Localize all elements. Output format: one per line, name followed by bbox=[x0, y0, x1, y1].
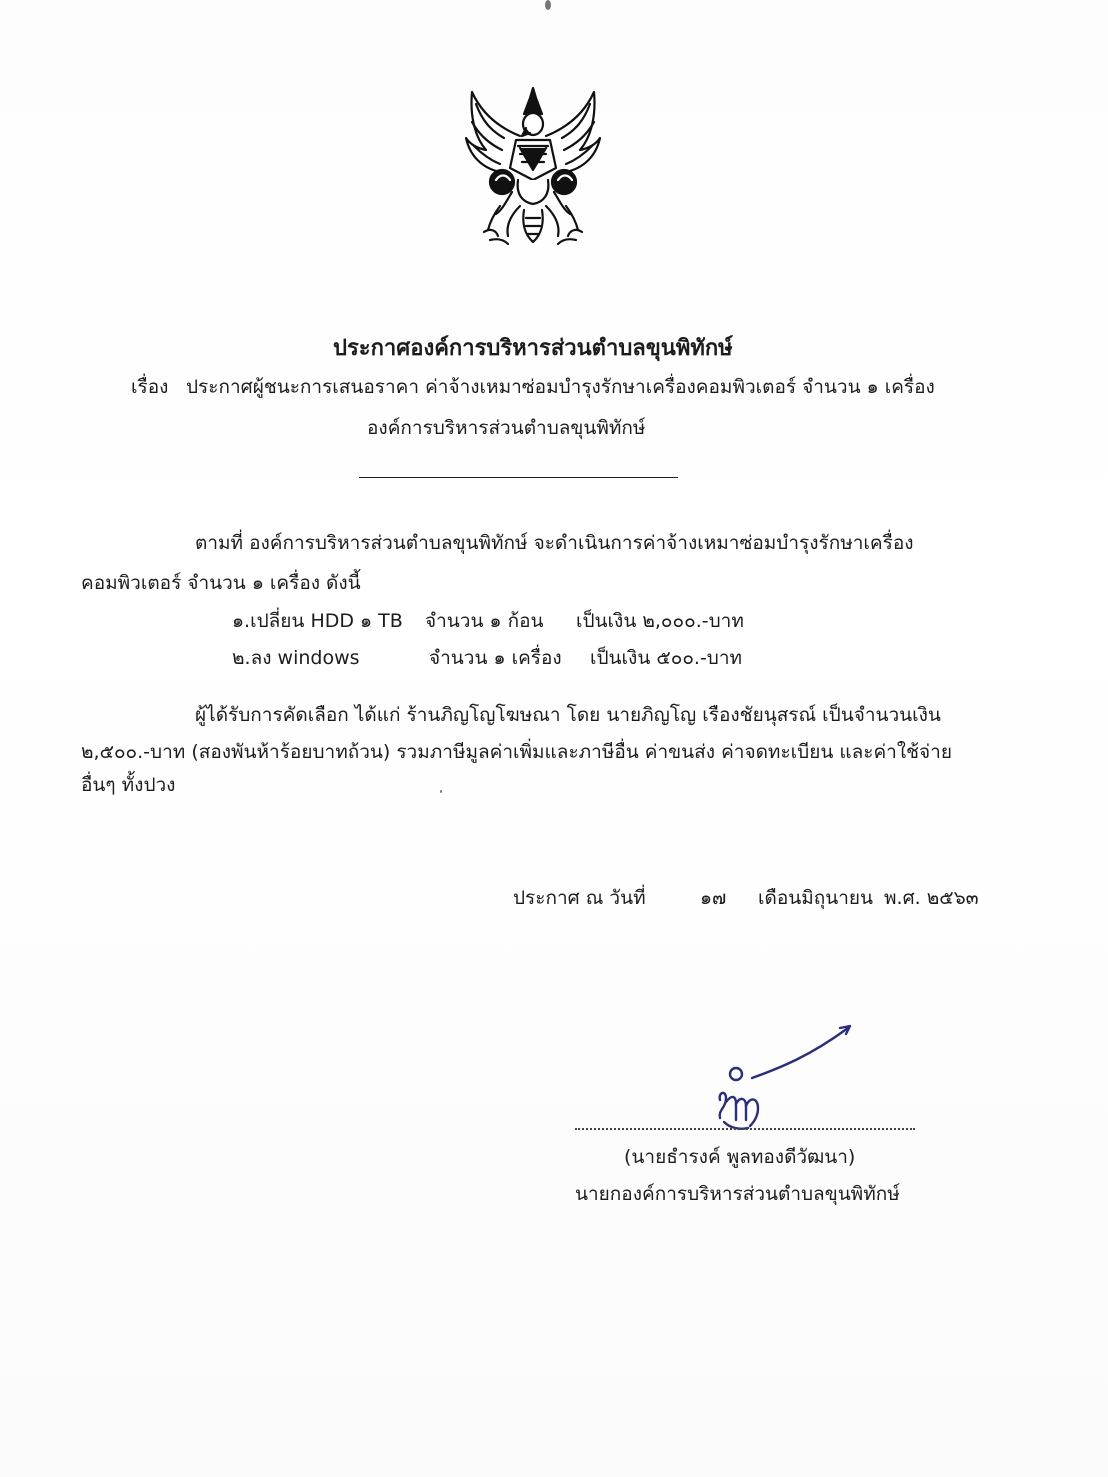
paragraph-2-line-2: ๒,๕๐๐.-บาท (สองพันห้าร้อยบาทถ้วน) รวมภาษีมูลค่าเพิ่มและภาษีอื่น ค่าขนส่ง ค่าจดทะเบียน และค่าใช้จ่าย bbox=[81, 741, 952, 763]
date-year: พ.ศ. ๒๕๖๓ bbox=[884, 887, 979, 909]
item-2-qty: จำนวน ๑ เครื่อง bbox=[429, 647, 562, 669]
paragraph-2-line-3: อื่นๆ ทั้งปวง bbox=[81, 774, 176, 796]
subject-text: ประกาศผู้ชนะการเสนอราคา ค่าจ้างเหมาซ่อมบำรุงรักษาเครื่องคอมพิวเตอร์ จำนวน ๑ เครื่อง bbox=[186, 376, 935, 398]
handwritten-signature bbox=[700, 1018, 860, 1138]
subject-line-2: องค์การบริหารส่วนตำบลขุนพิทักษ์ bbox=[367, 417, 646, 439]
signatory-name: (นายธำรงค์ พูลทองดีวัฒนา) bbox=[624, 1146, 856, 1168]
date-day: ๑๗ bbox=[700, 887, 727, 909]
item-2-amount: เป็นเงิน ๕๐๐.-บาท bbox=[590, 647, 743, 669]
item-2-name: ๒.ลง windows bbox=[232, 647, 360, 669]
paragraph-2-line-1: ผู้ได้รับการคัดเลือก ได้แก่ ร้านภิญโญโฆษณา โดย นายภิญโญ เรืองชัยนุสรณ์ เป็นจำนวนเงิน bbox=[195, 704, 941, 726]
item-1-amount: เป็นเงิน ๒,๐๐๐.-บาท bbox=[576, 610, 744, 632]
date-month: เดือนมิถุนายน bbox=[758, 887, 874, 909]
document-title: ประกาศองค์การบริหารส่วนตำบลขุนพิทักษ์ bbox=[333, 336, 733, 361]
scan-speck bbox=[440, 790, 442, 793]
date-prefix: ประกาศ ณ วันที่ bbox=[513, 887, 646, 909]
garuda-emblem-icon bbox=[460, 84, 606, 248]
subject-label: เรื่อง bbox=[131, 376, 169, 398]
item-1-name: ๑.เปลี่ยน HDD ๑ TB bbox=[232, 610, 403, 632]
paragraph-1-line-1: ตามที่ องค์การบริหารส่วนตำบลขุนพิทักษ์ จะดำเนินการค่าจ้างเหมาซ่อมบำรุงรักษาเครื่อง bbox=[195, 532, 914, 554]
item-1-qty: จำนวน ๑ ก้อน bbox=[425, 610, 544, 632]
signature-line bbox=[575, 1128, 915, 1130]
title-divider bbox=[359, 477, 678, 478]
scan-speck bbox=[545, 0, 551, 10]
paragraph-1-line-2: คอมพิวเตอร์ จำนวน ๑ เครื่อง ดังนี้ bbox=[81, 572, 361, 594]
signatory-position: นายกองค์การบริหารส่วนตำบลขุนพิทักษ์ bbox=[575, 1183, 900, 1205]
